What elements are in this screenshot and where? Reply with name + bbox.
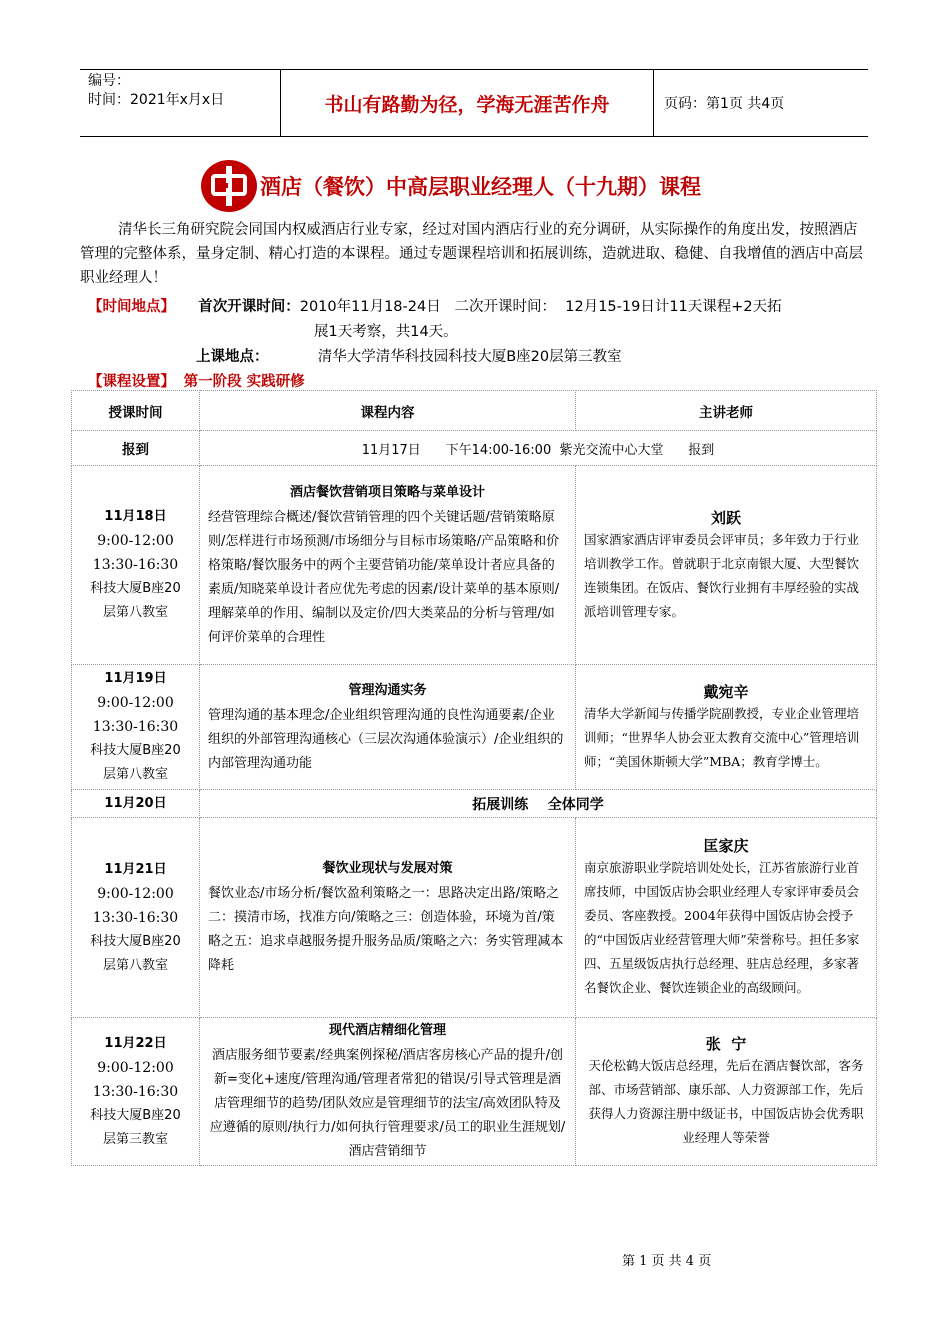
row-date-cell <box>72 1018 200 1166</box>
course-title: 酒店餐饮营销项目策略与菜单设计 <box>289 484 485 500</box>
table-header-row <box>72 391 877 431</box>
teacher-name: 戴宛辛 <box>703 682 749 701</box>
training-text: 拓展训练 全体同学 <box>200 790 877 818</box>
table-row <box>72 1018 877 1166</box>
course-title: 现代酒店精细化管理 <box>328 1023 446 1038</box>
checkin-label: 报到 <box>72 431 200 466</box>
course-tag: 【课程设置】 <box>88 374 175 390</box>
row-place-1: 科技大厦B座20 <box>90 743 181 758</box>
teacher-name: 匡家庆 <box>703 837 749 855</box>
time-label: 时间：2021年x月x日 <box>88 92 225 108</box>
row-time-pm: 13:30-16:30 <box>92 1083 179 1100</box>
course-body: 酒店服务细节要素/经典案例探秘/酒店客房核心产品的提升/创新=变化+速度/管理沟通/管理者常犯的错误/引导式管理是酒店管理细节的趋势/团队效应是管理细节的法宝/高效团队特及应遵循的原则/执行力/如何执行管理要求/员工的职业生涯规划/酒店营销细节 <box>209 1048 566 1159</box>
intro-paragraph: 清华长三角研究院会同国内权威酒店行业专家，经过对国内酒店行业的充分调研，从实际操作的角度出发，按照酒店管理的完整体系，量身定制、精心打造的本课程。通过专题课程培训和拓展训练，造就进取、稳健、自我增值的酒店中高层职业经理人！ <box>80 222 863 286</box>
row-place-1: 科技大厦B座20 <box>90 1107 181 1123</box>
row-teacher-cell <box>576 1018 877 1166</box>
row-content-cell <box>200 665 576 790</box>
row-content-cell <box>200 466 576 665</box>
header-content: 课程内容 <box>200 391 576 431</box>
row-content-cell <box>200 1018 576 1166</box>
course-body: 餐饮业态/市场分析/餐饮盈利策略之一：思路决定出路/策略之二：摸清市场，找准方向/策略之三：创造体验，环境为首/策略之五：追求卓越服务提升服务品质/策略之六：务实管理减本降耗 <box>208 886 564 973</box>
teacher-bio: 天伦松鹤大饭店总经理，先后在酒店餐饮部，客务部、市场营销部、康乐部、人力资源部工作，先后获得人力资源注册中级证书，中国饭店协会优秀职业经理人等荣誉 <box>588 1058 864 1145</box>
row-time-pm: 13:30-16:30 <box>92 557 179 573</box>
row-date: 11月19日 <box>104 671 167 686</box>
row-place-2: 层第八教室 <box>102 605 168 620</box>
row-teacher-cell <box>576 818 877 1018</box>
first-session-cont: 展1天考察，共14天。 <box>314 324 458 340</box>
row-time-am: 9:00-12:00 <box>97 695 174 711</box>
first-session-label: 首次开课时间： <box>198 299 300 315</box>
number-label: 编号： <box>88 73 130 89</box>
motto: 书山有路勤为径，学海无涯苦作舟 <box>280 70 654 136</box>
logo-icon <box>200 159 258 213</box>
header-time: 授课时间 <box>72 391 200 431</box>
document-header <box>80 69 868 137</box>
checkin-row <box>72 431 877 466</box>
schedule-table <box>71 390 877 1166</box>
row-place-1: 科技大厦B座20 <box>90 581 181 596</box>
training-row <box>72 790 877 818</box>
time-place-line <box>88 295 782 316</box>
page-label: 页码：第1页 共4页 <box>664 96 785 112</box>
place-line <box>196 345 622 366</box>
header-teacher: 主讲老师 <box>576 391 877 431</box>
place-label: 上课地点： <box>196 349 269 365</box>
row-date: 11月18日 <box>104 509 167 524</box>
training-date: 11月20日 <box>72 790 200 818</box>
row-place-2: 层第三教室 <box>102 1131 168 1147</box>
teacher-bio: 南京旅游职业学院培训处处长，江苏省旅游行业首席技师，中国饭店协会职业经理人专家评审委员会委员、客座教授。2004年获得中国饭店协会授予的“中国饭店业经营管理大师”荣誉称号。担任多家四、五星级饭店执行总经理、驻店总经理，多家著名餐饮企业、餐饮连锁企业的高级顾问。 <box>584 860 860 995</box>
row-date-cell <box>72 466 200 665</box>
course-stage: 第一阶段 实践研修 <box>183 373 305 390</box>
page-title: 酒店（餐饮）中高层职业经理人（十九期）课程 <box>260 175 701 199</box>
first-session-text: 2010年11月18-24日 二次开课时间： 12月15-19日计11天课程+2天拓 <box>299 299 782 315</box>
checkin-text: 11月17日 下午14:00-16:00 紫光交流中心大堂 报到 <box>200 431 877 466</box>
row-content-cell <box>200 818 576 1018</box>
course-title: 餐饮业现状与发展对策 <box>322 861 453 876</box>
teacher-name: 张 宁 <box>705 1035 747 1053</box>
teacher-bio: 清华大学新闻与传播学院副教授，专业企业管理培训师；“世界华人协会亚太教育交流中心”管理培训师；“美国休斯顿大学”MBA；教育学博士。 <box>584 705 860 769</box>
teacher-bio: 国家酒家酒店评审委员会评审员；多年致力于行业培训教学工作。曾就职于北京南银大厦、大型餐饮连锁集团。在饭店、餐饮行业拥有丰厚经验的实战派培训管理专家。 <box>584 531 860 619</box>
title-row <box>200 158 860 214</box>
row-date: 11月21日 <box>104 861 167 877</box>
table-row <box>72 466 877 665</box>
table-row <box>72 818 877 1018</box>
row-time-pm: 13:30-16:30 <box>92 719 179 735</box>
row-teacher-cell <box>576 466 877 665</box>
table-row <box>72 665 877 790</box>
time-place-tag: 【时间地点】 <box>88 299 175 315</box>
row-date-cell <box>72 818 200 1018</box>
footer-page-number: 第 1 页 共 4 页 <box>622 1254 712 1269</box>
row-time-am: 9:00-12:00 <box>97 533 174 549</box>
course-line <box>88 370 305 391</box>
row-teacher-cell <box>576 665 877 790</box>
row-date-cell <box>72 665 200 790</box>
row-date: 11月22日 <box>104 1035 167 1051</box>
course-body: 管理沟通的基本理念/企业组织管理沟通的良性沟通要素/企业组织的外部管理沟通核心（三层次沟通体验演示）/企业组织的内部管理沟通功能 <box>208 707 564 771</box>
row-time-am: 9:00-12:00 <box>97 885 174 902</box>
row-place-2: 层第八教室 <box>102 767 168 782</box>
row-time-am: 9:00-12:00 <box>97 1059 174 1076</box>
place-text: 清华大学清华科技园科技大厦B座20层第三教室 <box>317 349 622 365</box>
teacher-name: 刘跃 <box>710 508 741 527</box>
row-place-2: 层第八教室 <box>102 957 168 973</box>
row-time-pm: 13:30-16:30 <box>92 909 179 926</box>
course-body: 经营管理综合概述/餐饮营销管理的四个关键话题/营销策略原则/怎样进行市场预测/市场细分与目标市场策略/产品策略和价格策略/餐饮服务中的两个主要营销功能/菜单设计者应具备的素质/知晓菜单设计者应优先考虑的因素/设计菜单的基本原则/理解菜单的作用、编制以及定价/四大类菜品的分析与管理/如何评价菜单的合理性 <box>208 509 560 645</box>
row-place-1: 科技大厦B座20 <box>90 933 181 949</box>
course-title: 管理沟通实务 <box>348 682 427 698</box>
header-meta <box>80 70 280 136</box>
